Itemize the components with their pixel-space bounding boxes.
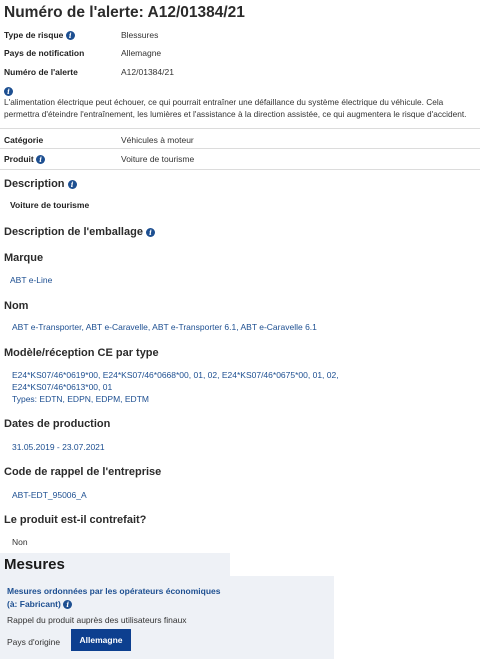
brand-heading: Marque bbox=[4, 252, 44, 264]
measures-action: Rappel du produit auprès des utilisateurs finaux bbox=[7, 615, 187, 625]
model-heading: Modèle/réception CE par type bbox=[4, 347, 159, 359]
field-value-notifying-country: Allemagne bbox=[121, 48, 162, 58]
recall-value: ABT-EDT_95006_A bbox=[12, 490, 87, 500]
brand-value: ABT e-Line bbox=[10, 275, 53, 285]
field-label-notifying-country: Pays de notification bbox=[4, 48, 85, 58]
counterfeit-heading: Le produit est-il contrefait? bbox=[4, 514, 147, 526]
origin-label: Pays d'origine bbox=[7, 637, 61, 647]
info-icon[interactable]: i bbox=[63, 600, 72, 609]
risk-info bbox=[4, 86, 13, 96]
field-value-alert-number: A12/01384/21 bbox=[121, 67, 174, 77]
field-value-product: Voiture de tourisme bbox=[121, 154, 195, 164]
info-icon[interactable]: i bbox=[4, 87, 13, 96]
info-icon[interactable]: i bbox=[146, 228, 155, 237]
recall-heading: Code de rappel de l'entreprise bbox=[4, 466, 162, 478]
risk-description: L'alimentation électrique peut échouer, ce qui pourrait entraîner une défaillance du système électrique du véhicule. Cela permettra d'éteindre l'entraînement, les lumières et l'assistance à la direction assistée, ce qui augmentera le risque d'accident. bbox=[4, 97, 467, 119]
model-line-1: E24*KS07/46*0619*00, E24*KS07/46*0668*00, 01, 02, E24*KS07/46*0675*00, 01, 02, bbox=[12, 370, 339, 380]
model-line-3: Types: EDTN, EDPN, EDPM, EDTM bbox=[12, 394, 149, 404]
field-label-product: Produit i bbox=[4, 154, 45, 164]
measures-heading: Mesures bbox=[4, 556, 65, 573]
field-value-risk-type: Blessures bbox=[121, 30, 159, 40]
divider bbox=[0, 169, 480, 170]
production-heading: Dates de production bbox=[4, 418, 111, 430]
model-line-2: E24*KS07/46*0613*00, 01 bbox=[12, 382, 113, 392]
production-value: 31.05.2019 - 23.07.2021 bbox=[12, 442, 105, 452]
name-value: ABT e-Transporter, ABT e-Caravelle, ABT e-Transporter 6.1, ABT e-Caravelle 6.1 bbox=[12, 322, 317, 332]
field-label-risk-type: Type de risque i bbox=[4, 30, 75, 40]
info-icon[interactable]: i bbox=[68, 180, 77, 189]
packaging-heading: Description de l'emballage i bbox=[4, 226, 155, 238]
field-label-alert-number: Numéro de l'alerte bbox=[4, 67, 78, 77]
measures-subheading-line-2: (à: Fabricant) i bbox=[7, 599, 72, 609]
description-value: Voiture de tourisme bbox=[10, 200, 90, 210]
info-icon[interactable]: i bbox=[36, 155, 45, 164]
info-icon[interactable]: i bbox=[66, 31, 75, 40]
counterfeit-value: Non bbox=[12, 537, 28, 547]
description-heading: Description i bbox=[4, 178, 77, 190]
field-value-category: Véhicules à moteur bbox=[121, 135, 194, 145]
field-label-category: Catégorie bbox=[4, 135, 44, 145]
measures-subheading-line-1: Mesures ordonnées par les opérateurs économiques bbox=[7, 586, 221, 596]
divider bbox=[0, 148, 480, 149]
name-heading: Nom bbox=[4, 300, 29, 312]
page-title: Numéro de l'alerte: A12/01384/21 bbox=[4, 4, 245, 21]
divider bbox=[0, 128, 480, 129]
origin-country-button[interactable]: Allemagne bbox=[71, 629, 131, 651]
